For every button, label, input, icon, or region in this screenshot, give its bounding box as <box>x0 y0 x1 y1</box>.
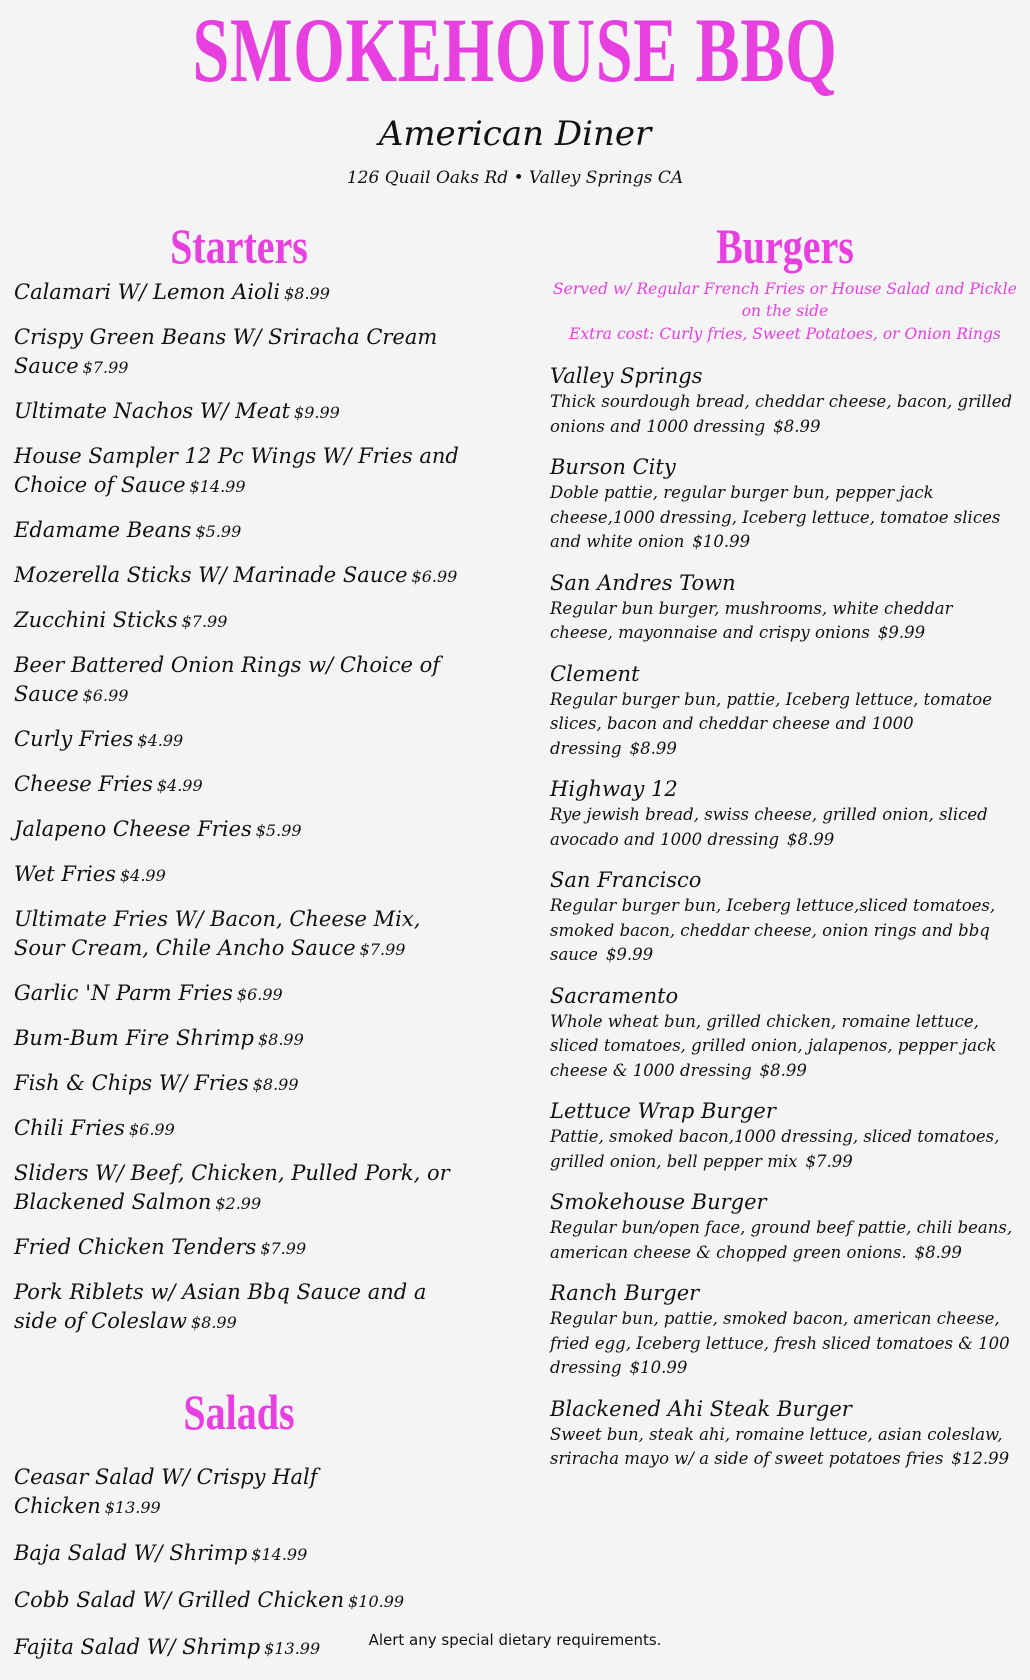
list-item <box>550 866 1020 968</box>
item-name: Zucchini Sticks <box>14 608 178 632</box>
item-name: Fried Chicken Tenders <box>14 1235 257 1259</box>
list-item <box>14 1278 464 1337</box>
burgers-note-extra-cost: Extra cost: Curly fries, Sweet Potatoes, or Onion Rings <box>569 325 1001 343</box>
burger-price: $7.99 <box>805 1151 853 1171</box>
burger-desc-text: Regular bun, pattie, smoked bacon, american cheese, fried egg, Iceberg lettuce, fresh sliced tomatoes & 100 dressing <box>550 1309 1010 1377</box>
item-name: Garlic 'N Parm Fries <box>14 981 233 1005</box>
burger-description <box>550 803 1020 852</box>
item-price: $14.99 <box>251 1545 308 1564</box>
list-item <box>14 651 464 710</box>
item-price: $8.99 <box>252 1075 299 1094</box>
dietary-note: Alert any special dietary requirements. <box>368 1631 662 1649</box>
list-item <box>550 453 1020 555</box>
item-name: Mozerella Sticks W/ Marinade Sauce <box>14 563 408 587</box>
burger-name: San Andres Town <box>550 570 736 595</box>
list-item <box>14 1114 464 1144</box>
item-name: Cobb Salad W/ Grilled Chicken <box>14 1588 345 1612</box>
burgers-note-sides: Served w/ Regular French Fries or House Salad and Pickle on the side <box>553 280 1017 320</box>
item-name: Ceasar Salad W/ Crispy Half Chicken <box>14 1465 318 1518</box>
item-price: $4.99 <box>156 776 203 795</box>
item-name: Beer Battered Onion Rings w/ Choice of Sauce <box>14 653 441 706</box>
item-price: $6.99 <box>82 686 129 705</box>
burger-description <box>550 1010 1020 1084</box>
item-price: $4.99 <box>119 866 166 885</box>
burger-description <box>550 390 1020 439</box>
item-price: $14.99 <box>189 477 246 496</box>
item-price: $7.99 <box>260 1239 307 1258</box>
list-item <box>14 905 464 964</box>
list-item <box>14 770 464 800</box>
item-price: $6.99 <box>411 567 458 586</box>
burger-price: $8.99 <box>773 416 821 436</box>
item-price: $13.99 <box>264 1639 321 1658</box>
burger-name: Smokehouse Burger <box>550 1190 767 1214</box>
burger-desc-text: Whole wheat bun, grilled chicken, romaine lettuce, sliced tomatoes, grilled onion, jalapenos, pepper jack cheese & 1000 dressing <box>550 1011 997 1080</box>
burger-desc-text: Sweet bun, steak ahi, romaine lettuce, asian coleslaw, sriracha mayo w/ a side of sweet potatoes fries <box>550 1424 1003 1468</box>
list-item <box>14 323 464 382</box>
list-item <box>14 278 464 308</box>
burger-price: $8.99 <box>629 738 677 758</box>
item-name: Baja Salad W/ Shrimp <box>14 1541 248 1565</box>
burger-desc-text: Thick sourdough bread, cheddar cheese, bacon, grilled onions and 1000 dressing <box>550 392 1013 436</box>
list-item <box>550 1097 1020 1174</box>
starters-title: Starters <box>170 218 308 274</box>
burger-description <box>550 1216 1020 1265</box>
item-price: $7.99 <box>359 940 406 959</box>
item-price: $6.99 <box>236 985 283 1004</box>
burger-description <box>550 1307 1020 1381</box>
item-name: Fajita Salad W/ Shrimp <box>14 1635 261 1659</box>
list-item <box>14 516 464 546</box>
list-item <box>14 979 464 1009</box>
list-item <box>14 1539 464 1569</box>
burger-description <box>550 688 1020 762</box>
burger-name: Burson City <box>550 455 676 479</box>
burger-desc-text: Doble pattie, regular burger bun, pepper jack cheese,1000 dressing, Iceberg lettuce, tomatoe slices and white onion <box>550 483 1001 551</box>
item-price: $7.99 <box>181 612 228 631</box>
burger-name: Lettuce Wrap Burger <box>550 1099 776 1123</box>
item-name: Fish & Chips W/ Fries <box>14 1071 249 1095</box>
burger-price: $12.99 <box>951 1449 1010 1468</box>
item-name: Curly Fries <box>14 727 134 751</box>
burger-desc-text: Regular bun burger, mushrooms, white cheddar cheese, mayonnaise and crispy onions <box>550 598 953 642</box>
burger-price: $9.99 <box>605 945 654 964</box>
item-name: Ultimate Nachos W/ Meat <box>14 399 291 423</box>
burger-description <box>550 1125 1020 1174</box>
burger-price: $8.99 <box>914 1242 962 1262</box>
item-name: Wet Fries <box>14 862 116 886</box>
item-price: $7.99 <box>82 358 129 377</box>
burger-name: San Francisco <box>550 868 702 892</box>
list-item <box>550 660 1020 762</box>
list-item <box>14 561 464 591</box>
burger-description <box>550 1423 1020 1472</box>
burger-desc-text: Regular burger bun, Iceberg lettuce,sliced tomatoes, smoked bacon, cheddar cheese, onion rings and bbq sauce <box>550 896 996 964</box>
item-name: Bum-Bum Fire Shrimp <box>14 1026 254 1050</box>
burger-price: $9.99 <box>877 623 926 642</box>
list-item <box>14 1069 464 1099</box>
item-price: $4.99 <box>137 731 184 750</box>
burger-price: $8.99 <box>759 1060 807 1080</box>
burger-desc-text: Regular bun/open face, ground beef pattie, chili beans, american cheese & chopped green onions. <box>550 1218 1013 1262</box>
list-item <box>550 1279 1020 1381</box>
item-name: Chili Fries <box>14 1116 125 1140</box>
list-item <box>14 1233 464 1263</box>
burger-name: Valley Springs <box>550 364 703 388</box>
item-price: $5.99 <box>195 522 242 541</box>
burger-desc-text: Pattie, smoked bacon,1000 dressing, sliced tomatoes, grilled onion, bell pepper mix <box>550 1127 1000 1171</box>
restaurant-subtitle: American Diner <box>378 114 652 154</box>
list-item <box>550 569 1020 646</box>
item-name: Crispy Green Beans W/ Sriracha Cream Sauce <box>14 325 438 378</box>
list-item <box>14 725 464 755</box>
item-name: Calamari W/ Lemon Aioli <box>14 280 281 304</box>
list-item <box>14 606 464 636</box>
list-item <box>550 362 1020 439</box>
item-price: $5.99 <box>255 821 302 840</box>
list-item <box>14 397 464 427</box>
list-item <box>14 1024 464 1054</box>
list-item <box>14 442 464 501</box>
restaurant-address: 126 Quail Oaks Rd • Valley Springs CA <box>346 168 684 188</box>
item-name: Ultimate Fries W/ Bacon, Cheese Mix, Sour Cream, Chile Ancho Sauce <box>14 907 421 960</box>
item-price: $13.99 <box>104 1498 161 1517</box>
item-price: $8.99 <box>190 1313 237 1332</box>
burgers-list <box>550 362 1020 1486</box>
restaurant-name: SMOKEHOUSE BBQ <box>192 0 838 101</box>
list-item <box>550 1395 1020 1472</box>
burger-description <box>550 481 1020 555</box>
item-name: Sliders W/ Beef, Chicken, Pulled Pork, or Blackened Salmon <box>14 1161 450 1214</box>
burger-description <box>550 597 1020 646</box>
list-item <box>14 1159 464 1218</box>
burger-price: $10.99 <box>692 532 751 551</box>
item-price: $2.99 <box>215 1194 262 1213</box>
item-name: Pork Riblets w/ Asian Bbq Sauce and a side of Coleslaw <box>14 1280 427 1333</box>
starters-list <box>14 278 464 1352</box>
salads-title: Salads <box>183 1384 295 1440</box>
burgers-title: Burgers <box>716 218 854 274</box>
burger-price: $8.99 <box>787 829 835 849</box>
item-name: Jalapeno Cheese Fries <box>14 817 252 841</box>
list-item <box>14 1586 464 1616</box>
burger-desc-text: Regular burger bun, pattie, Iceberg lettuce, tomatoe slices, bacon and cheddar cheese and 1000 dressing <box>550 689 993 758</box>
burger-name: Clement <box>550 661 640 686</box>
item-name: Edamame Beans <box>14 518 192 542</box>
item-name: Cheese Fries <box>14 772 153 796</box>
list-item <box>550 1188 1020 1265</box>
burger-name: Ranch Burger <box>550 1281 700 1305</box>
burger-price: $10.99 <box>629 1358 688 1377</box>
burger-name: Blackened Ahi Steak Burger <box>550 1396 852 1421</box>
list-item <box>550 982 1020 1084</box>
item-price: $8.99 <box>257 1030 304 1049</box>
item-price: $8.99 <box>284 284 330 303</box>
list-item <box>550 775 1020 852</box>
burger-description <box>550 894 1020 968</box>
list-item <box>14 1463 464 1522</box>
item-price: $10.99 <box>348 1592 405 1611</box>
burger-desc-text: Rye jewish bread, swiss cheese, grilled onion, sliced avocado and 1000 dressing <box>550 805 988 849</box>
list-item <box>14 815 464 845</box>
item-price: $6.99 <box>128 1120 175 1139</box>
burger-name: Highway 12 <box>550 777 678 801</box>
list-item <box>14 860 464 890</box>
item-name: House Sampler 12 Pc Wings W/ Fries and Choice of Sauce <box>14 444 459 497</box>
item-price: $9.99 <box>294 403 340 422</box>
burger-name: Sacramento <box>550 983 679 1008</box>
